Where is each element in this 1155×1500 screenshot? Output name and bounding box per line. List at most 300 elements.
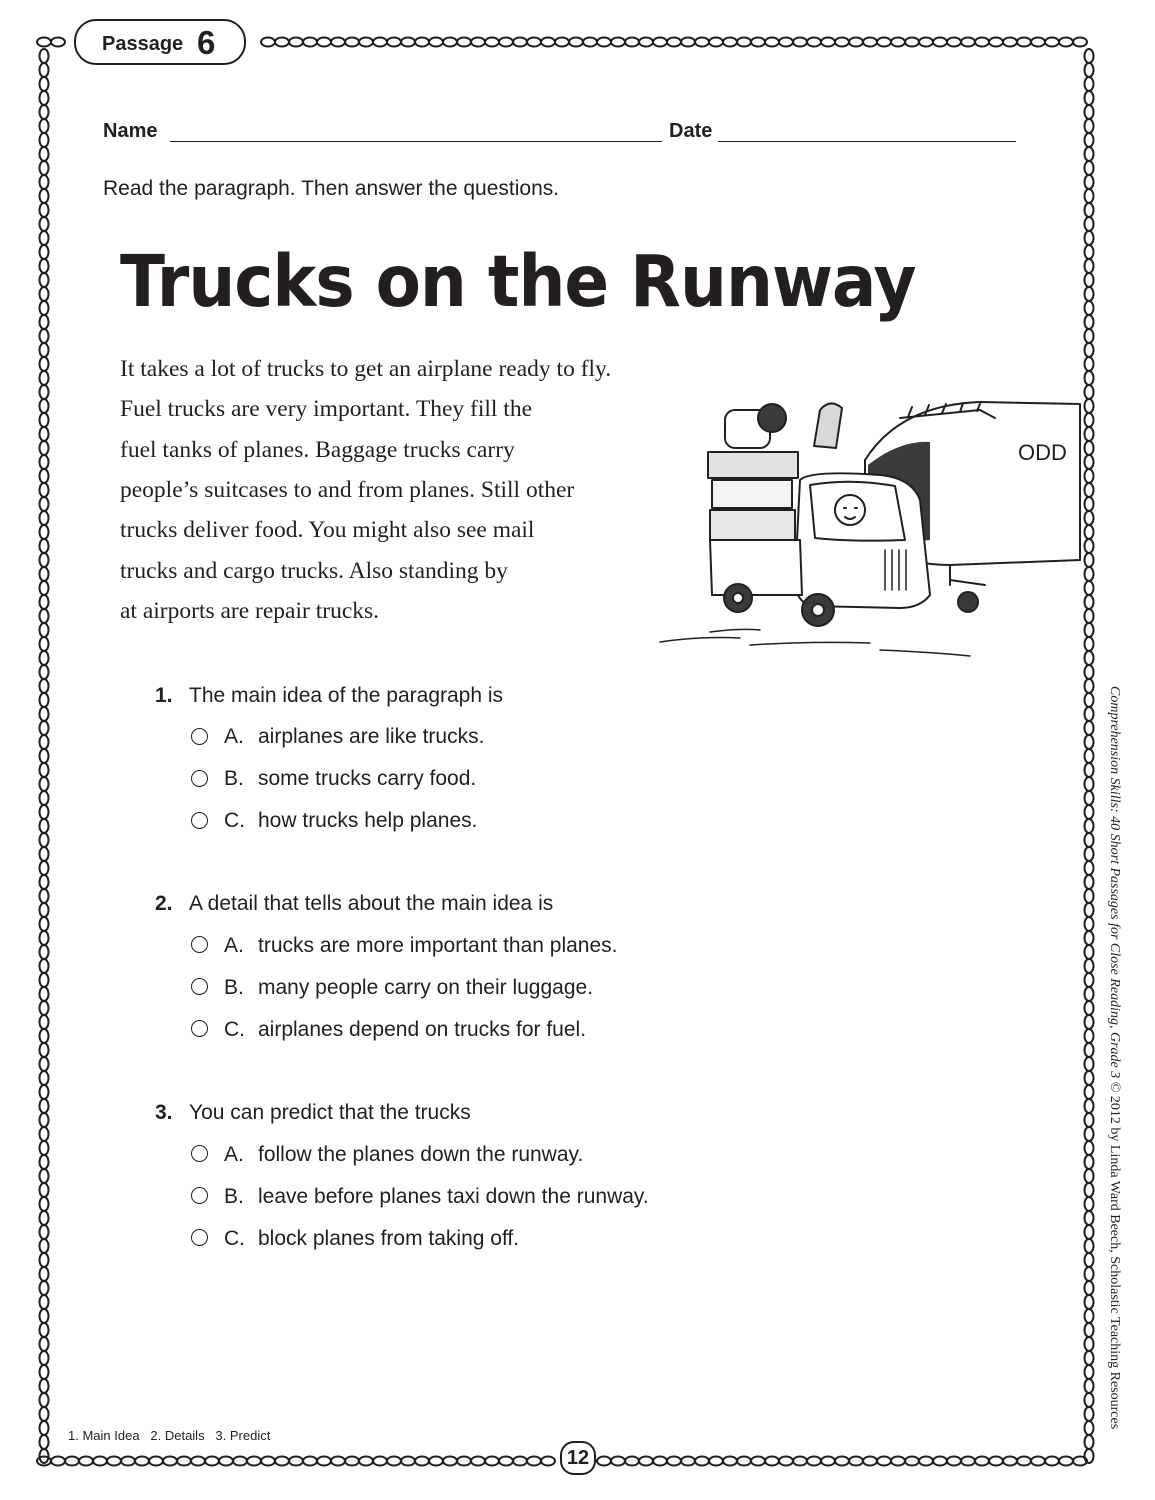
border-link [1085,861,1094,875]
border-link [40,735,49,749]
date-field[interactable] [718,141,1016,142]
border-link [933,38,947,47]
border-link [1085,1001,1094,1015]
border-link [345,38,359,47]
border-link [1085,1337,1094,1351]
border-link [905,1457,919,1466]
border-link [1085,945,1094,959]
border-link [40,651,49,665]
border-link [1085,1085,1094,1099]
border-link [40,1435,49,1449]
border-link [40,623,49,637]
paragraph-line: fuel tanks of planes. Baggage trucks carry [120,437,515,463]
border-link [877,1457,891,1466]
border-link [1085,987,1094,1001]
border-link [1085,133,1094,147]
question-text: You can predict that the trucks [189,1101,471,1124]
border-link [1085,287,1094,301]
border-link [1085,1183,1094,1197]
border-link [1085,1365,1094,1379]
border-link [40,875,49,889]
book-title: Comprehension Skills: 40 Short Passages for Close Reading, Grade 3 [1107,686,1122,1079]
border-link [1085,315,1094,329]
border-link [1085,791,1094,805]
border-link [555,38,569,47]
question-number: 3. [155,1101,173,1124]
border-link [1017,38,1031,47]
border-link [177,1457,191,1466]
question-text: A detail that tells about the main idea is [189,892,554,915]
border-link [40,1281,49,1295]
option-text: some trucks carry food. [258,767,477,790]
border-link [40,581,49,595]
border-link [40,1015,49,1029]
border-link [1085,63,1094,77]
border-link [1085,1351,1094,1365]
border-link [667,1457,681,1466]
border-link [40,371,49,385]
border-link [1085,1449,1094,1463]
border-link [709,38,723,47]
border-link [1085,119,1094,133]
border-link [485,38,499,47]
border-link [751,38,765,47]
border-link [1085,1225,1094,1239]
option-letter: C. [224,1018,245,1041]
border-link [1085,329,1094,343]
border-link [989,1457,1003,1466]
border-link [1085,749,1094,763]
border-link [1085,1211,1094,1225]
border-link [975,1457,989,1466]
border-link [1085,357,1094,371]
answer-bubble[interactable] [191,1145,208,1162]
border-link [933,1457,947,1466]
border-link [1085,889,1094,903]
border-link [40,763,49,777]
border-link [821,1457,835,1466]
border-link [695,38,709,47]
border-link [40,483,49,497]
border-link [835,1457,849,1466]
border-link [1085,903,1094,917]
border-link [40,959,49,973]
border-link [40,301,49,315]
border-link [625,38,639,47]
border-link [40,1393,49,1407]
border-link [1085,1393,1094,1407]
border-link [40,1295,49,1309]
border-link [40,665,49,679]
border-link [40,1085,49,1099]
border-link [1085,777,1094,791]
border-link [40,1309,49,1323]
border-link [1085,819,1094,833]
border-link [303,1457,317,1466]
border-link [40,413,49,427]
border-link [415,1457,429,1466]
border-link [583,38,597,47]
border-link [849,38,863,47]
border-link [1017,1457,1031,1466]
border-link [1085,231,1094,245]
border-link [1085,301,1094,315]
border-link [40,973,49,987]
border-link [79,1457,93,1466]
border-link [1085,1057,1094,1071]
border-link [247,1457,261,1466]
option-text: many people carry on their luggage. [258,976,594,999]
option-letter: C. [224,1227,245,1250]
border-link [40,1239,49,1253]
border-link [1085,161,1094,175]
border-link [40,847,49,861]
border-link [1085,175,1094,189]
border-link [303,38,317,47]
border-link [1085,343,1094,357]
border-link [40,385,49,399]
border-link [40,1141,49,1155]
page-number: 12 [560,1441,596,1475]
border-link [1085,259,1094,273]
answer-bubble[interactable] [191,978,208,995]
border-link [275,38,289,47]
border-link [779,38,793,47]
border-link [40,1211,49,1225]
border-link [1003,38,1017,47]
border-link [527,1457,541,1466]
border-link [40,1225,49,1239]
border-link [93,1457,107,1466]
border-link [65,1457,79,1466]
plane-label: ODD [1018,440,1067,465]
border-link [499,38,513,47]
paragraph-line: trucks and cargo trucks. Also standing by [120,558,508,584]
border-link [471,38,485,47]
border-link [1085,1323,1094,1337]
answer-bubble[interactable] [191,728,208,745]
border-link [821,38,835,47]
border-link [163,1457,177,1466]
border-link [40,1071,49,1085]
border-link [401,1457,415,1466]
border-link [653,1457,667,1466]
border-link [765,1457,779,1466]
border-link [611,38,625,47]
answer-bubble[interactable] [191,1187,208,1204]
border-link [40,861,49,875]
border-link [40,679,49,693]
border-link [40,245,49,259]
border-link [40,147,49,161]
border-link [877,38,891,47]
border-link [40,917,49,931]
border-link [40,1253,49,1267]
border-link [1085,1253,1094,1267]
border-link [219,1457,233,1466]
border-link [40,1099,49,1113]
border-link [891,38,905,47]
border-link [1085,1071,1094,1085]
border-link [40,819,49,833]
border-link [429,38,443,47]
border-link [40,1197,49,1211]
border-link [1085,679,1094,693]
border-link [443,1457,457,1466]
option-text: trucks are more important than planes. [258,934,618,957]
border-link [40,91,49,105]
border-link [1085,147,1094,161]
option-letter: A. [224,725,244,748]
border-link [40,721,49,735]
border-link [1085,973,1094,987]
border-link [737,1457,751,1466]
border-link [121,1457,135,1466]
border-link [40,1057,49,1071]
border-link [1085,1435,1094,1449]
border-link [1085,1099,1094,1113]
border-link [40,49,49,63]
border-link [499,1457,513,1466]
name-field[interactable] [170,141,662,142]
border-link [807,1457,821,1466]
border-link [40,595,49,609]
border-link [51,38,65,47]
border-link [485,1457,499,1466]
border-link [40,441,49,455]
border-link [807,38,821,47]
border-link [40,1407,49,1421]
border-link [793,1457,807,1466]
border-link [625,1457,639,1466]
border-link [1085,917,1094,931]
border-link [1085,217,1094,231]
option-text: how trucks help planes. [258,809,478,832]
border-link [40,1365,49,1379]
border-link [1085,763,1094,777]
border-link [40,1323,49,1337]
border-link [373,38,387,47]
border-link [40,1127,49,1141]
border-link [1073,38,1087,47]
border-link [891,1457,905,1466]
border-link [40,539,49,553]
border-link [611,1457,625,1466]
border-link [40,637,49,651]
border-link [1085,1127,1094,1141]
border-link [51,1457,65,1466]
border-link [149,1457,163,1466]
border-link [1059,38,1073,47]
border-link [1085,1407,1094,1421]
border-link [289,1457,303,1466]
copyright-credit [1106,686,1122,1429]
border-link [835,38,849,47]
border-link [40,805,49,819]
answer-bubble[interactable] [191,1020,208,1037]
border-link [863,38,877,47]
border-link [40,427,49,441]
border-link [289,38,303,47]
skills-list: 1. Main Idea 2. Details 3. Predict [68,1428,271,1443]
passage-label: Passage [102,33,184,55]
border-link [1085,693,1094,707]
border-link [415,38,429,47]
border-link [345,1457,359,1466]
border-link [709,1457,723,1466]
answer-bubble[interactable] [191,812,208,829]
border-link [765,38,779,47]
border-link [40,931,49,945]
border-link [1085,847,1094,861]
border-link [653,38,667,47]
border-link [751,1457,765,1466]
border-link [1085,1155,1094,1169]
option-text: block planes from taking off. [258,1227,520,1250]
name-label: Name [103,120,158,142]
border-link [40,1029,49,1043]
border-link [667,38,681,47]
answer-bubble[interactable] [191,1229,208,1246]
border-link [1085,273,1094,287]
border-link [1085,1421,1094,1435]
border-link [40,231,49,245]
border-link [1031,38,1045,47]
border-link [1085,1309,1094,1323]
border-link [863,1457,877,1466]
border-link [40,903,49,917]
border-link [40,399,49,413]
option-letter: B. [224,976,244,999]
date-label: Date [669,120,713,142]
border-link [40,945,49,959]
border-link [989,38,1003,47]
border-link [975,38,989,47]
border-link [919,38,933,47]
border-link [40,693,49,707]
border-link [1059,1457,1073,1466]
border-link [513,1457,527,1466]
border-link [401,38,415,47]
border-link [1085,1197,1094,1211]
paragraph-line: people’s suitcases to and from planes. Still other [120,477,575,503]
border-link [40,63,49,77]
border-link [331,1457,345,1466]
border-link [40,777,49,791]
border-link [40,609,49,623]
border-link [779,1457,793,1466]
border-link [1085,49,1094,63]
border-link [40,273,49,287]
border-link [40,1379,49,1393]
border-link [40,105,49,119]
border-link [1085,931,1094,945]
border-link [40,259,49,273]
answer-bubble[interactable] [191,770,208,787]
border-link [947,1457,961,1466]
border-link [1085,1141,1094,1155]
answer-bubble[interactable] [191,936,208,953]
border-link [359,1457,373,1466]
copyright-text: © 2012 by Linda Ward Beech, Scholastic Teaching Resources [1107,1078,1122,1430]
border-link [275,1457,289,1466]
border-link [37,38,51,47]
border-link [40,357,49,371]
border-link [317,1457,331,1466]
paragraph-line: It takes a lot of trucks to get an airplane ready to fly. [120,356,612,382]
truck-airplane-illustration [650,380,1090,680]
border-link [541,38,555,47]
border-link [40,1001,49,1015]
border-link [681,1457,695,1466]
border-link [40,889,49,903]
border-link [1085,1113,1094,1127]
border-link [471,1457,485,1466]
border-link [40,203,49,217]
border-link [40,707,49,721]
border-link [40,119,49,133]
border-link [541,1457,555,1466]
border-link [40,987,49,1001]
border-link [373,1457,387,1466]
border-link [905,38,919,47]
border-link [233,1457,247,1466]
border-link [919,1457,933,1466]
border-link [1085,245,1094,259]
border-link [40,511,49,525]
option-text: follow the planes down the runway. [258,1143,584,1166]
border-link [723,1457,737,1466]
border-link [527,38,541,47]
border-link [387,1457,401,1466]
border-link [40,1113,49,1127]
option-letter: B. [224,767,244,790]
border-link [1085,1281,1094,1295]
border-link [1085,721,1094,735]
border-link [1085,833,1094,847]
paragraph-line: trucks deliver food. You might also see mail [120,517,535,543]
instructions: Read the paragraph. Then answer the questions. [103,177,560,200]
border-link [597,38,611,47]
border-link [40,497,49,511]
option-letter: C. [224,809,245,832]
border-link [1085,1295,1094,1309]
question-number: 2. [155,892,173,915]
border-link [40,161,49,175]
border-link [40,315,49,329]
border-link [1085,1015,1094,1029]
border-link [639,1457,653,1466]
border-link [40,1421,49,1435]
border-link [443,38,457,47]
option-text: airplanes are like trucks. [258,725,485,748]
border-link [1031,1457,1045,1466]
border-link [1085,77,1094,91]
passage-number: 6 [197,24,216,61]
border-link [40,1337,49,1351]
option-text: airplanes depend on trucks for fuel. [258,1018,587,1041]
border-link [1045,38,1059,47]
border-link [1045,1457,1059,1466]
border-link [191,1457,205,1466]
option-letter: B. [224,1185,244,1208]
border-link [1085,1267,1094,1281]
border-link [1085,1029,1094,1043]
border-link [1085,875,1094,889]
border-link [639,38,653,47]
border-link [1085,105,1094,119]
border-link [1003,1457,1017,1466]
